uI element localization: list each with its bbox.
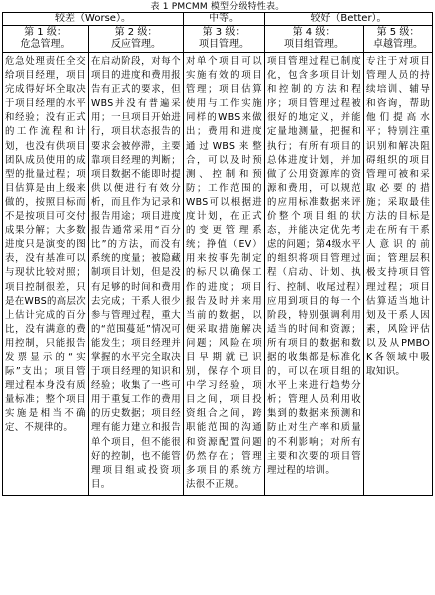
level-5-header xyxy=(364,26,433,53)
level-2-description: 在启动阶段，对每个项目的进度和费用报告有正式的要求，但WBS并没有普遍采用；一旦项目开始进行，项目状态报告的要求会被停滞，主要靠项目经理的判断；项目数据不能即时提供以便进行有效分析，而且作为记录和报告用途；项目进度报告通常采用“百分比”的方法，而没有系统的度量；被隐藏制项目计划，但是没有足够的时间和费用去完成；干系人很少参与管理过程，重大的“范围蔓延”情况可能发生；项目经理并掌握的水平完全取决于项目经理的知识和经验；收集了一些可用于重复工作的费用的历史数据；项目经理有能力建立和报告单个项目，但不能很好的控制，也不能管理项目组或投资项目。 xyxy=(89,53,184,496)
level-1-header xyxy=(3,26,89,53)
level-1-number: 第 1 级： xyxy=(24,27,67,38)
level-3-description: 对单个项目可以实施有效的项目管理；项目估算使用与工作实施同样的WBS来做出；费用和进度通过WBS来整合，可以及时预测、控制和预防；工作范围的WBS可以根据进度计划，在正式的变更管理系统；挣值（EV）用来按事先制定的标尺以确保工作的进度；项目报告及时并来用当前的数据，以便采取措施解决问题；风险在项目早期就已识别，保存个项目中学习经验，项目之间，项目投资组合之间，跨职能范围的沟通和资源配置问题仍然存在；管理多项目的系统方法很不正规。 xyxy=(184,53,265,496)
level-header-row xyxy=(3,26,433,53)
level-3-number: 第 3 级： xyxy=(202,27,246,38)
level-5-number: 第 5 级： xyxy=(376,27,420,38)
description-row xyxy=(3,53,433,496)
level-5-name: 卓越管理。 xyxy=(373,39,423,50)
level-2-number: 第 2 级： xyxy=(114,27,158,38)
level-3-header xyxy=(184,26,265,53)
level-4-description: 项目管理过程已制度化，包含多项目计划和控制的方法和程序；项目管理过程被很好的地定义，并能定量地测量，把握和执行；有所有项目的总体进度计划，并加做了公用资源库的资源和费用，可以规范的应用标准数据来评价整个项目组的状态，并能决定优先考虑的问题；第4级水平的组织将项目管理过程（启动、计划、执行、控制、收尾过程）应用到项目的每一个阶段，特别强调利用适当的时间和资源；所有项目的数据和数据的收集都是标准化的，可以在项目组的水平上来进行趋势分析；管理人员利用收集到的数据来预测和防止对生产率和质量的不利影响；对所有主要和次要的项目管理过程的培训。 xyxy=(265,53,364,496)
level-5-description: 专注于对项目管理人员的持续培训、辅导和咨询，帮助他们提高水平；特别注重识别和解决阻碍组织的项目管理可被和采取必要的措施；采取最佳方法的目标是走在所有干系人意识的前面；管理层积极支持项目管理过程；项目估算适当地计划及干系人因素，风险评估以及从PMBOK各领域中吸取知识。 xyxy=(364,53,433,496)
table-caption: 表 1 PMCMM 模型分级特性表。 xyxy=(150,2,285,12)
level-4-name: 项目组管理。 xyxy=(284,39,344,50)
level-4-number: 第 4 级： xyxy=(292,27,336,38)
pmcmm-table xyxy=(2,12,433,496)
group-better: 较好（Better）。 xyxy=(265,13,433,26)
group-header-row xyxy=(3,13,433,26)
level-3-name: 项目管理。 xyxy=(199,39,249,50)
group-middle: 中等。 xyxy=(184,13,265,26)
level-1-description: 危急处理责任全交给项目经理，项目完成得好坏全取决于项目经理的水平和经验；没有正式的工作流程和计划，也没有供项目团队成员使用的成型的批量过程；项目估算是由上级来做的，按照目标而不是按项目可交付成果分解；大多数进度只是演变的图表，没有基准可以与现状比较对照；项目控制很差，只是在WBS的高层次上估计完成的百分比，没有满意的费用控制，只能报告发票显示的“实际”支出；项目管理过程本身没有质量标准；整个项目实施是相当不确定、不规律的。 xyxy=(3,53,89,496)
level-4-header xyxy=(265,26,364,53)
group-worse: 较差（Worse）。 xyxy=(3,13,184,26)
level-1-name: 危急管理。 xyxy=(20,39,71,50)
level-2-header xyxy=(89,26,184,53)
level-2-name: 反应管理。 xyxy=(111,39,161,50)
